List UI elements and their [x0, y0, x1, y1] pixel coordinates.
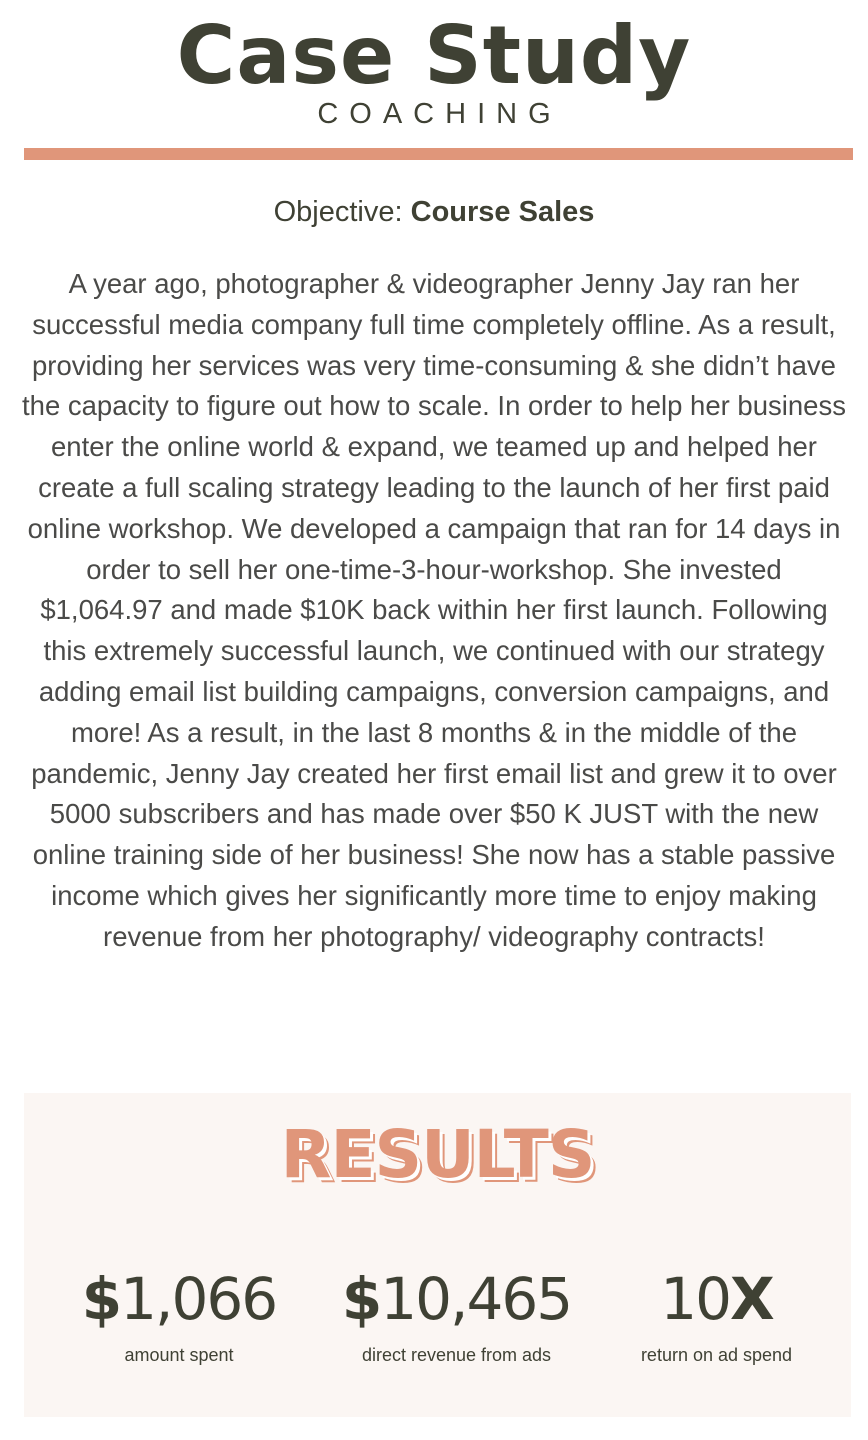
stat-label: return on ad spend [640, 1345, 793, 1365]
stat-value [614, 1263, 819, 1335]
stat-label: direct revenue from ads [361, 1345, 552, 1365]
objective-label: Objective: [273, 196, 403, 228]
results-panel [24, 1093, 851, 1417]
stat-return-on-ad-spend [614, 1263, 819, 1367]
objective-line [0, 192, 868, 232]
stat-prefix: $ [81, 1265, 121, 1333]
page-title: Case Study [176, 9, 692, 102]
stat-amount-spent [64, 1263, 294, 1367]
stat-label: amount spent [124, 1345, 234, 1365]
stat-number: 10 [660, 1265, 731, 1333]
stat-direct-revenue [324, 1263, 589, 1367]
case-study-paragraph: A year ago, photographer & videographer Jenny Jay ran her successful media company full time completely offline. As a result, providing her services was very time-consuming & she didn’t have the capacity to figure out how to scale. In order to help her business enter the online world & expand, we teamed up and helped her create a full scaling strategy leading to the launch of her first paid online workshop. We developed a campaign that ran for 14 days in order to sell her one-time-3-hour-workshop. She invested $1,064.97 and made $10K back within her first launch. Following this extremely successful launch, we continued with our strategy adding email list building campaigns, conversion campaigns, and more! As a result, in the last 8 months & in the middle of the pandemic, Jenny Jay created her first email list and grew it to over 5000 subscribers and has made over $50 K JUST with the new online training side of her business! She now has a stable passive income which gives her significantly more time to enjoy making revenue from her photography/ videography contracts! [22, 268, 846, 952]
stat-value [64, 1263, 294, 1335]
stat-number: 10,465 [380, 1265, 572, 1333]
objective-value: Course Sales [410, 196, 595, 228]
stat-value [324, 1263, 589, 1335]
page-subtitle: COACHING [317, 98, 562, 130]
stat-suffix: X [730, 1265, 773, 1333]
results-title: RESULTS [280, 1116, 595, 1193]
accent-divider [24, 148, 853, 160]
stat-number: 1,066 [120, 1265, 277, 1333]
stat-prefix: $ [341, 1265, 381, 1333]
